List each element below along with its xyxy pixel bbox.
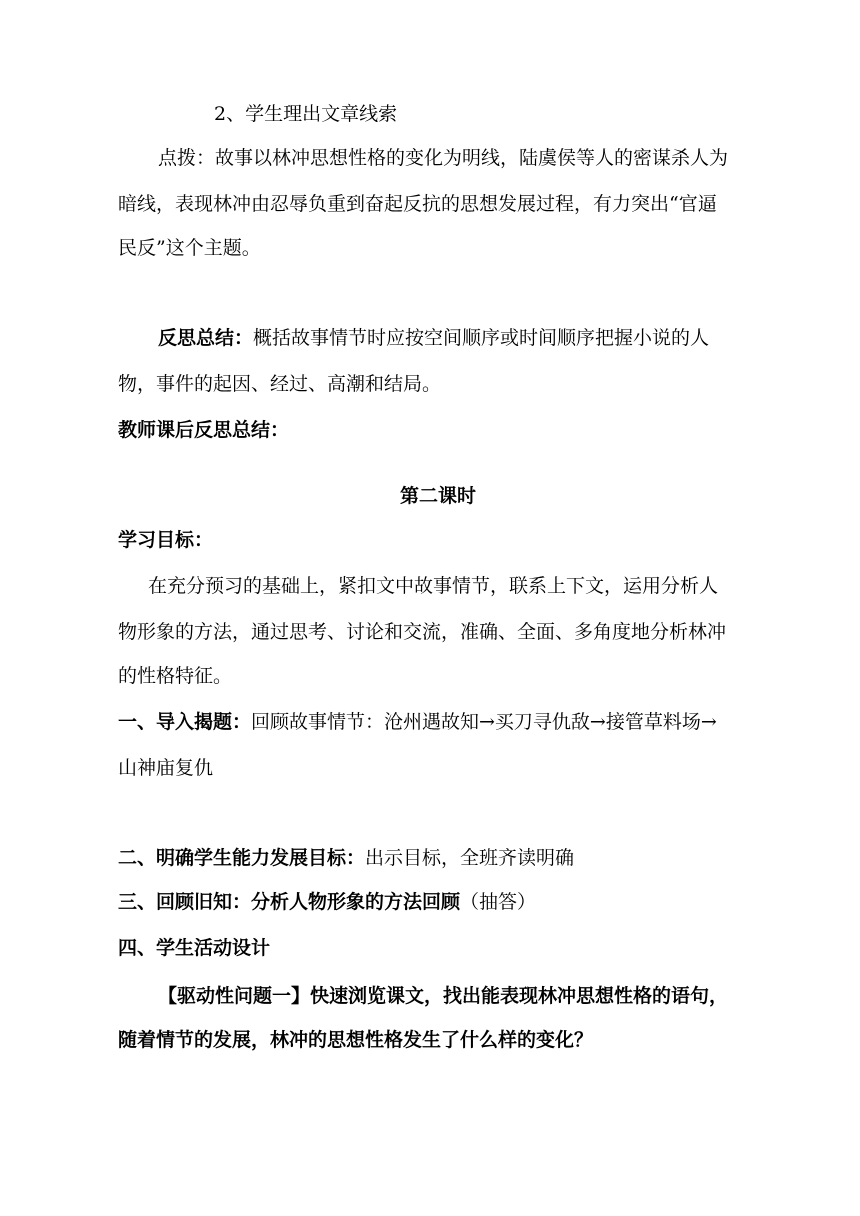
ability-goals-text: 出示目标，全班齐读明确 [365, 847, 575, 869]
ability-goals-label: 二、明确学生能力发展目标： [118, 847, 366, 869]
ability-goals-section [118, 846, 758, 870]
reflection-paragraph-line-1 [158, 326, 798, 350]
teacher-reflection-heading: 教师课后反思总结： [118, 419, 290, 441]
driving-question-line-2: 随着情节的发展，林冲的思想性格发生了什么样的变化？ [118, 1029, 594, 1051]
goals-paragraph-line-3: 的性格特征。 [118, 665, 233, 687]
goals-paragraph-line-1: 在充分预习的基础上，紧扣文中故事情节，联系上下文，运用分析人 [148, 575, 719, 597]
review-section [118, 890, 758, 914]
intro-section-text: 回顾故事情节：沧州遇故知→买刀寻仇敌→接管草料场→ [251, 711, 717, 733]
second-lesson-title: 第二课时 [399, 485, 476, 507]
activity-design-heading: 四、学生活动设计 [118, 937, 271, 959]
intro-section-line-2: 山神庙复仇 [118, 757, 214, 779]
review-section-label: 三、回顾旧知：分析人物形象的方法回顾 [118, 891, 461, 913]
goals-paragraph-line-2: 物形象的方法，通过思考、讨论和交流，准确、全面、多角度地分析林冲 [118, 621, 727, 643]
clue-heading: 2、学生理出文章线索 [214, 103, 398, 125]
hint-paragraph-line-2: 暗线，表现林冲由忍辱负重到奋起反抗的思想发展过程，有力突出“官逼 [118, 193, 717, 215]
learning-goals-heading: 学习目标： [118, 529, 214, 551]
intro-section-line-1 [118, 710, 758, 734]
intro-section-label: 一、导入揭题： [118, 711, 252, 733]
hint-paragraph-line-1: 点拨：故事以林冲思想性格的变化为明线，陆虞侯等人的密谋杀人为 [158, 147, 729, 169]
reflection-paragraph-line-2: 物，事件的起因、经过、高潮和结局。 [118, 373, 442, 395]
reflection-text: 概括故事情节时应按空间顺序或时间顺序把握小说的人 [253, 327, 710, 349]
reflection-label: 反思总结： [158, 327, 254, 349]
review-section-text: （抽答） [460, 891, 537, 913]
driving-question-line-1: 【驱动性问题一】快速浏览课文，找出能表现林冲思想性格的语句， [158, 985, 729, 1007]
hint-paragraph-line-3: 民反”这个主题。 [118, 237, 261, 259]
